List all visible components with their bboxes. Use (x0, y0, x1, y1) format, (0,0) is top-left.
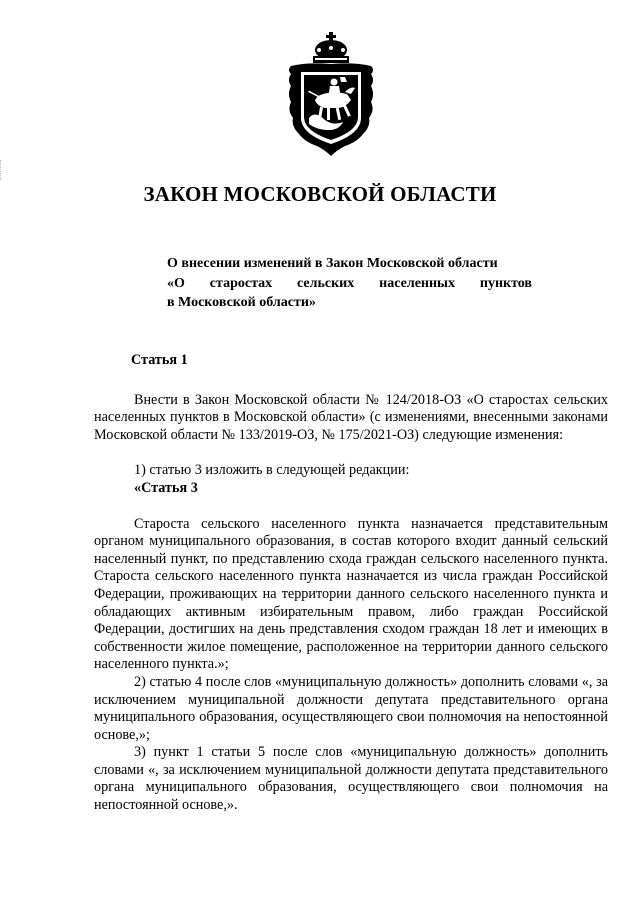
subject-line-1: О внесении изменений в Закон Московской области (167, 256, 498, 271)
item-1-lead: 1) статью 3 изложить в следующей редакции: (134, 462, 410, 479)
item-1-text: Староста сельского населенного пункта назначается представительным органом муниципального образования, в состав которого входит данный сельский населенный пункт, по представлению схода граждан сельского населенного пункта. Староста сельского населенного пункта назначается из числа граждан Российской Федерации, проживающих на территории данного сельского населенного пункта и обладающих активным избирательным правом, либо граждан Российской Федерации, достигших на день представления сходом граждан 18 лет и имеющих в собственности жилое помещение, расположенное на территории данного сельского населенного пункта.»; (94, 515, 608, 673)
spacer (94, 370, 608, 392)
spacer (94, 498, 608, 516)
document-body (94, 352, 608, 815)
document-title: ЗАКОН МОСКОВСКОЙ ОБЛАСТИ (143, 182, 497, 206)
item-1-article-title: «Статья 3 (134, 479, 198, 496)
item-2-text: 2) статью 4 после слов «муниципальную должность» дополнить словами «, за исключением муниципальной должности депутата представительного органа муниципального образования, осуществляющего свои полномочия на непостоянной основе,»; (94, 673, 608, 743)
subject-line-2: «О старостах сельских населенных пунктов (167, 275, 532, 291)
subject-line-3: в Московской области» (167, 295, 316, 310)
item-3-text: 3) пункт 1 статьи 5 после слов «муниципальную должность» дополнить словами «, за исключением муниципальной должности депутата представительного органа муниципального образования, осуществляющего свои полномочия на непостоянной основе,». (94, 744, 608, 814)
moscow-oblast-coat-of-arms-icon (285, 30, 377, 160)
article-1-heading: Статья 1 (131, 352, 188, 368)
law-subject (167, 254, 532, 313)
article-1-intro: Внести в Закон Московской области № 124/2018-ОЗ «О старостах сельских населенных пунктов в Московской области» (с изменениями, внесенными законами Московской области № 133/2019-ОЗ, № 175/2021-ОЗ) следующие изменения: (94, 391, 608, 443)
spacer (94, 444, 608, 462)
scan-edge-mark (0, 160, 4, 180)
